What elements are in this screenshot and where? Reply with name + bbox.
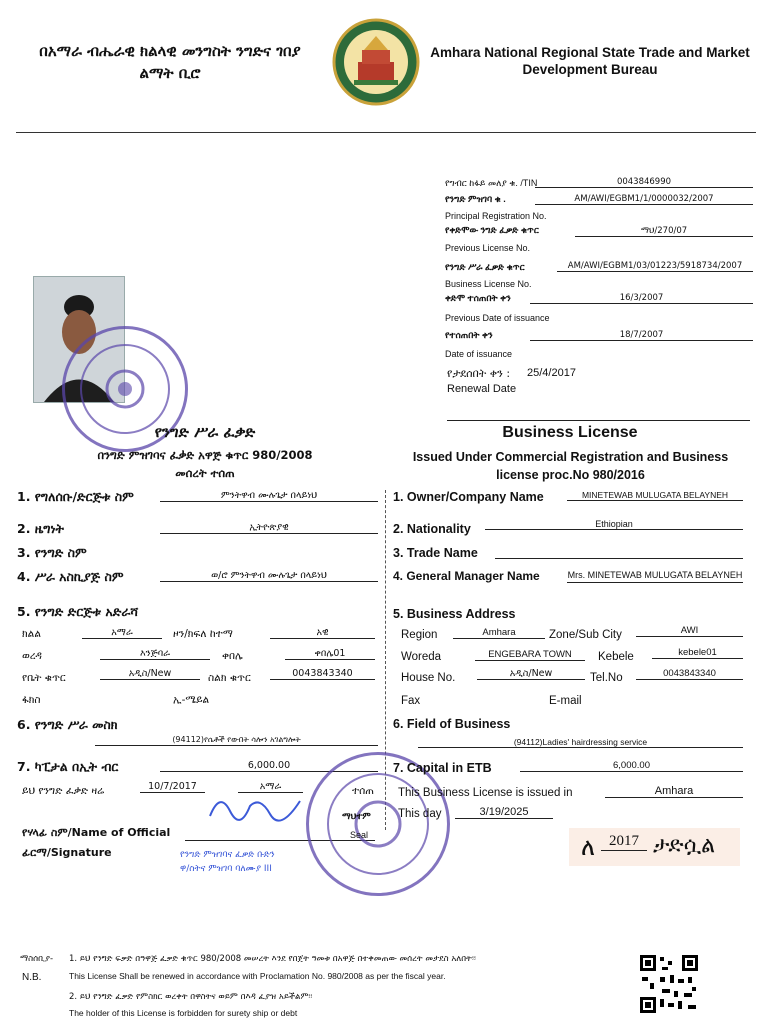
left-manager-value: ወ/ሮ ምንትዋብ ሙሉጌታ በላይነህ — [160, 570, 378, 582]
license-label-am: የንግድ ሥራ ፈቃድ ቁጥር — [445, 262, 525, 272]
renewal-prefix: ለ — [581, 833, 596, 861]
prev-license-label-am: የቀድሞው ንግድ ፈቃድ ቁጥር — [445, 225, 539, 235]
left-phone-value: 0043843340 — [270, 668, 375, 680]
left-fax-label: ፋክስ — [22, 694, 41, 706]
left-issued-date: 10/7/2017 — [140, 781, 205, 793]
left-manager-label: 4. ሥራ አስኪያጅ ስም — [17, 569, 124, 584]
english-license-title: Business License — [502, 424, 638, 441]
right-issued-prefix: This Business License is issued in — [398, 787, 573, 799]
qr-code — [638, 953, 700, 1015]
amharic-subtitle-1: በንግድ ምዝገባና ፈቃድ አዋጅ ቁጥር 980/2008 — [97, 448, 313, 462]
signature-label: ፊርማ/Signature — [22, 846, 112, 859]
right-nationality-label: 2. Nationality — [393, 522, 471, 536]
right-issued-day-label: This day — [398, 808, 442, 820]
right-house-value: አዲስ/New — [477, 668, 585, 680]
footer-note1-am: 1. ይህ የንግድ ፍቃድ በዓዋጅ ፈቃድ ቁጥር 980/2008 መሠረት እንደ የበጀት ዓመቱ በአዋጅ በተቀመጠው መሰረት መታደስ አለበት፡፡ — [69, 954, 476, 964]
left-field-label: 6. የንግድ ሥራ መስክ — [17, 717, 118, 732]
footer-note2-am: 2. ይህ የንግድ ፈቃድ የምስክር ወረቀት በዋስትና ወይም በእዳ ፈያዝ አይችልም፡፡ — [69, 992, 313, 1002]
prev-date-label-am: ቀድሞ ተሰጠበት ቀን — [445, 293, 511, 303]
right-nationality-value: Ethiopian — [485, 519, 743, 530]
right-tel-label: Tel.No — [590, 672, 623, 684]
right-field-value: (94112)Ladies' hairdressing service — [418, 737, 743, 748]
left-nationality-value: ኢትዮጵያዊ — [160, 522, 378, 534]
right-fax-label: Fax — [401, 695, 421, 707]
reg-value: AM/AWI/EGBM1/1/0000032/2007 — [535, 194, 753, 205]
right-capital-value: 6,000.00 — [520, 760, 743, 772]
left-owner-value: ምንትዋብ ሙሉጌታ በላይነህ — [160, 490, 378, 502]
seal-label-en: Seal — [350, 830, 369, 840]
right-woreda-value: ENGEBARA TOWN — [475, 649, 585, 661]
left-region-label: ክልል — [22, 628, 41, 640]
left-woreda-value: እንጅባራ — [100, 648, 210, 660]
right-manager-label: 4. General Manager Name — [393, 569, 540, 583]
renewal-value: 25/4/2017 — [527, 367, 576, 379]
left-issued-place: አማራ — [238, 781, 303, 793]
left-woreda-label: ወረዳ — [22, 650, 42, 662]
left-kebele-value: ቀበሌ01 — [285, 648, 375, 660]
blue-stamp-line-2: ዋ/ስትና ምዝገባ ባለሙያ III — [180, 864, 272, 874]
right-issued-place: Amhara — [605, 785, 743, 798]
issue-date-label-am: የተሰጠበት ቀን — [445, 330, 493, 340]
left-issued-suffix: ተሰጠ — [352, 785, 374, 797]
left-kebele-label: ቀበሌ — [222, 650, 243, 662]
right-region-value: Amhara — [453, 627, 545, 639]
left-issued-prefix: ይህ የንግድ ፈቃድ ዛሬ — [22, 785, 105, 797]
signature-scribble — [205, 786, 315, 830]
right-kebele-label: Kebele — [598, 651, 634, 663]
left-region-value: አማራ — [82, 627, 162, 639]
amharic-subtitle-2: መሰረት ተሰጠ — [175, 466, 235, 480]
right-field-label: 6. Field of Business — [393, 717, 511, 731]
left-field-value: (94112)የሴቶች የውበት ሳሎን አገልግሎት — [95, 735, 378, 746]
header-divider — [16, 132, 756, 133]
renewal-box — [569, 828, 740, 866]
left-zone-label: ዞን/ክፍለ ከተማ — [173, 628, 233, 640]
renewal-label-am: የታደሰበት ቀን : — [447, 367, 511, 380]
tin-label: የግብር ከፋይ መለያ ቁ. /TIN — [445, 178, 538, 188]
left-email-label: ኢ-ሜይል — [173, 694, 210, 706]
reg-label-en: Principal Registration No. — [445, 211, 547, 221]
header-amharic-title: በአማራ ብሔራዊ ክልላዊ መንግስት ንግድና ገበያ ልማት ቢሮ — [39, 42, 301, 82]
footer-note-en-label: N.B. — [22, 972, 42, 983]
amharic-license-title: የንግድ ሥራ ፈቃድ — [154, 423, 256, 441]
issue-date-value: 18/7/2007 — [530, 330, 753, 341]
left-zone-value: አዊ — [270, 627, 375, 639]
blue-stamp-line-1: የንግድ ምዝገባና ፈቃድ ቡድን — [180, 850, 275, 860]
left-phone-label: ስልክ ቁጥር — [208, 672, 251, 684]
right-zone-label: Zone/Sub City — [549, 629, 622, 641]
right-kebele-value: kebele01 — [652, 647, 743, 659]
bureau-emblem-logo — [332, 18, 420, 106]
left-house-value: አዲስ/New — [100, 668, 200, 680]
license-label-en: Business License No. — [445, 279, 532, 289]
footer-note1-en: This License Shall be renewed in accordance with Proclamation No. 980/2008 as per the fiscal year. — [69, 971, 446, 981]
official-name-label: የሃላፊ ስም/Name of Official — [22, 826, 171, 839]
left-nationality-label: 2. ዜግነት — [17, 521, 64, 536]
left-house-label: የቤት ቁጥር — [22, 672, 66, 684]
renewal-suffix: ታድሷል — [653, 833, 716, 858]
prev-date-value: 16/3/2007 — [530, 293, 753, 304]
footer-note2-en: The holder of this License is forbidden for surety ship or debt — [69, 1008, 298, 1018]
footer-note-am-label: ማስሰቢያ- — [20, 954, 54, 964]
right-trade-line — [495, 558, 743, 559]
right-woreda-label: Woreda — [401, 651, 442, 663]
right-address-label: 5. Business Address — [393, 607, 516, 621]
left-owner-label: 1. የግለሰቡ/ድርጅቱ ስም — [17, 489, 134, 504]
right-house-label: House No. — [401, 672, 456, 684]
renewal-label-en: Renewal Date — [447, 383, 517, 395]
right-manager-value: Mrs. MINETEWAB MULUGATA BELAYNEH — [567, 568, 743, 583]
left-capital-value: 6,000.00 — [160, 760, 378, 772]
right-owner-label: 1. Owner/Company Name — [393, 490, 544, 504]
right-email-label: E-mail — [549, 695, 582, 707]
issue-date-label-en: Date of issuance — [445, 349, 513, 359]
right-zone-value: AWI — [636, 625, 743, 637]
english-subtitle: Issued Under Commercial Registration and Business license proc.No 980/2016 — [412, 450, 729, 482]
right-owner-value: MINETEWAB MULUGATA BELAYNEH — [567, 490, 743, 501]
header-english-title: Amhara National Regional State Trade and Market Development Bureau — [430, 45, 750, 77]
reg-label-am: የንግድ ምዝገባ ቁ . — [445, 194, 506, 204]
renewal-divider — [447, 420, 750, 421]
prev-date-label-en: Previous Date of issuance — [445, 313, 550, 323]
right-region-label: Region — [401, 629, 438, 641]
license-value: AM/AWI/EGBM1/03/01223/5918734/2007 — [557, 261, 753, 272]
left-address-label: 5. የንግድ ድርጅቱ አድራሻ — [17, 604, 139, 619]
right-tel-value: 0043843340 — [636, 668, 743, 680]
tin-value: 0043846990 — [535, 177, 753, 188]
right-trade-label: 3. Trade Name — [393, 546, 478, 560]
right-issued-day-value: 3/19/2025 — [455, 806, 553, 819]
prev-license-label-en: Previous License No. — [445, 243, 531, 253]
seal-label: ማህተም — [342, 812, 371, 822]
left-trade-label: 3. የንግድ ስም — [17, 545, 87, 560]
left-capital-label: 7. ካፒታል በኢት ብር — [17, 759, 119, 774]
right-capital-label: 7. Capital in ETB — [393, 761, 492, 775]
prev-license-value: ማህ/270/07 — [575, 226, 753, 237]
renewal-year: 2017 — [601, 833, 647, 851]
